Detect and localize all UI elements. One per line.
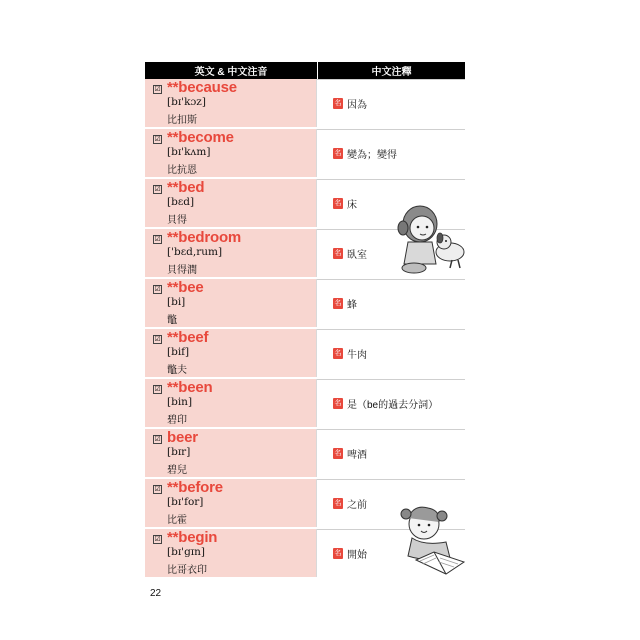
- chinese-phonetic: 比抗恩: [167, 165, 197, 176]
- meaning-text: 臥室: [347, 250, 367, 261]
- meaning-text: 蜂: [347, 300, 357, 311]
- checkbox-icon[interactable]: ☑: [154, 536, 161, 543]
- part-of-speech-icon: 名: [334, 150, 342, 157]
- vocab-word: **bed: [167, 179, 205, 196]
- table-row: [145, 379, 465, 429]
- table-header: [145, 62, 465, 79]
- checkbox-icon[interactable]: ☑: [154, 136, 161, 143]
- meaning-cell: [317, 379, 465, 427]
- meaning-text: 開始: [347, 550, 367, 561]
- checkbox-icon[interactable]: ☑: [154, 86, 161, 93]
- header-chinese-meaning: 中文注釋: [371, 67, 412, 78]
- chinese-phonetic: 比扣斯: [167, 115, 197, 126]
- girl-with-dog-illustration: [390, 198, 468, 276]
- meaning-cell: [317, 329, 465, 377]
- vocab-word: **begin: [167, 529, 218, 546]
- phonetic: [bɪ'gɪn]: [167, 546, 206, 558]
- part-of-speech-icon: 名: [334, 350, 342, 357]
- word-cell: [145, 129, 317, 177]
- word-cell: [145, 379, 317, 427]
- meaning-text: 之前: [347, 500, 367, 511]
- part-of-speech-icon: 名: [334, 500, 342, 507]
- checkbox-icon[interactable]: ☑: [154, 236, 161, 243]
- phonetic: [bɪ'kʌm]: [167, 146, 211, 158]
- meaning-cell: [317, 429, 465, 477]
- checkbox-icon[interactable]: ☑: [154, 436, 161, 443]
- chinese-phonetic: 貝得潤: [167, 265, 197, 276]
- vocab-word: **bedroom: [167, 229, 242, 246]
- table-row: [145, 79, 465, 129]
- word-cell: [145, 229, 317, 277]
- table-row: [145, 429, 465, 479]
- header-english-zhuyin: 英文 & 中文注音: [145, 62, 318, 79]
- checkbox-icon[interactable]: ☑: [154, 336, 161, 343]
- chinese-phonetic: 貝得: [167, 215, 187, 226]
- part-of-speech-icon: 名: [334, 250, 342, 257]
- part-of-speech-icon: 名: [334, 450, 342, 457]
- table-row: [145, 279, 465, 329]
- part-of-speech-icon: 名: [334, 100, 342, 107]
- chinese-phonetic: 鼈: [167, 315, 177, 326]
- vocab-word: **bee: [167, 279, 204, 296]
- vocab-word: **beef: [167, 329, 209, 346]
- phonetic: [bɪr]: [167, 446, 191, 458]
- part-of-speech-icon: 名: [334, 300, 342, 307]
- meaning-text: 因為: [347, 100, 367, 111]
- vocab-word: **before: [167, 479, 223, 496]
- meaning-text: 變為；變得: [347, 150, 397, 161]
- chinese-phonetic: 鼈夫: [167, 365, 187, 376]
- table-row: [145, 329, 465, 379]
- page-number: 22: [150, 588, 162, 599]
- checkbox-icon[interactable]: ☑: [154, 386, 161, 393]
- phonetic: [bin]: [167, 396, 193, 408]
- part-of-speech-icon: 名: [334, 200, 342, 207]
- phonetic: [bi]: [167, 296, 186, 308]
- vocab-word: **become: [167, 129, 234, 146]
- chinese-phonetic: 比霍: [167, 515, 187, 526]
- part-of-speech-icon: 名: [334, 400, 342, 407]
- phonetic: [bɪ'kɔz]: [167, 96, 206, 108]
- word-cell: [145, 479, 317, 527]
- child-reading-illustration: [394, 500, 468, 580]
- word-cell: [145, 529, 317, 577]
- checkbox-icon[interactable]: ☑: [154, 186, 161, 193]
- word-cell: [145, 179, 317, 227]
- meaning-cell: [317, 79, 465, 127]
- table-row: [145, 129, 465, 179]
- word-cell: [145, 329, 317, 377]
- word-cell: [145, 429, 317, 477]
- word-cell: [145, 79, 317, 127]
- word-cell: [145, 279, 317, 327]
- phonetic: [bif]: [167, 346, 190, 358]
- checkbox-icon[interactable]: ☑: [154, 486, 161, 493]
- chinese-phonetic: 比哥衣印: [167, 565, 207, 576]
- checkbox-icon[interactable]: ☑: [154, 286, 161, 293]
- meaning-text: 是（be的過去分詞）: [347, 400, 439, 411]
- meaning-cell: [317, 129, 465, 177]
- phonetic: [bɪ'for]: [167, 496, 204, 508]
- meaning-text: 啤酒: [347, 450, 367, 461]
- vocab-word: **been: [167, 379, 213, 396]
- vocab-word: beer: [167, 429, 198, 446]
- chinese-phonetic: 碧印: [167, 415, 187, 426]
- meaning-text: 床: [347, 200, 357, 211]
- vocab-word: **because: [167, 79, 237, 96]
- meaning-cell: [317, 279, 465, 327]
- phonetic: [bɛd]: [167, 196, 195, 208]
- chinese-phonetic: 碧兒: [167, 465, 187, 476]
- phonetic: ['bɛd,rum]: [167, 246, 223, 258]
- meaning-text: 牛肉: [347, 350, 367, 361]
- part-of-speech-icon: 名: [334, 550, 342, 557]
